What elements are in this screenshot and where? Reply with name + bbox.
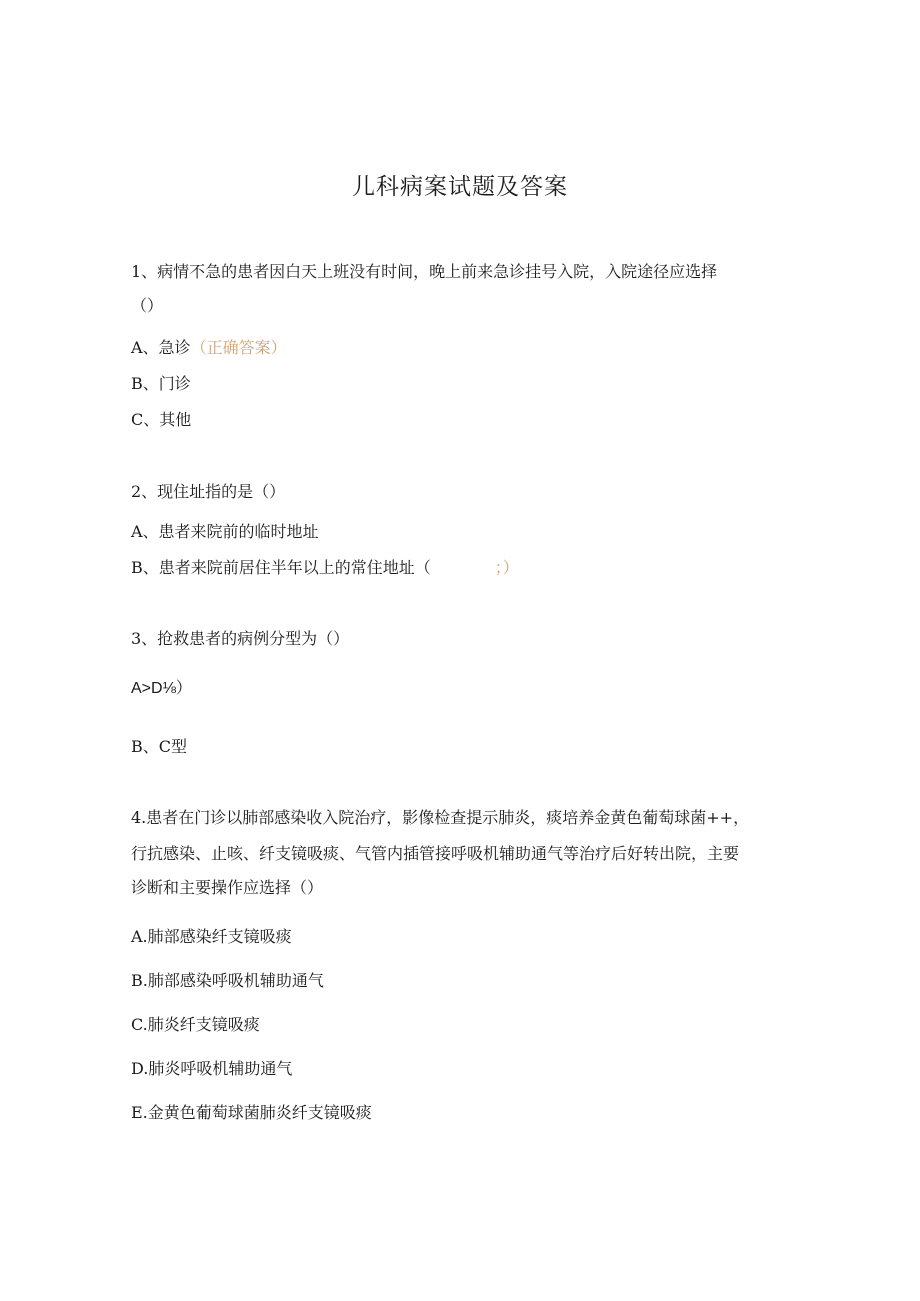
question-3-option-a: A>D⅛） [131,680,192,697]
question-1-option-b: B、门诊 [131,374,191,393]
question-4-stem-line-3: 诊断和主要操作应选择（） [131,878,324,897]
question-1-stem-line-1: 1、病情不急的患者因白天上班没有时间，晚上前来急诊挂号入院，入院途径应选择 [131,262,718,281]
question-3-stem: 3、抢救患者的病例分型为（） [131,629,350,648]
correct-answer-tag: （正确答案） [190,338,287,357]
question-1-stem-line-2: （） [131,296,164,315]
question-2-option-a: A、患者来院前的临时地址 [131,522,319,541]
question-4-option-c: C.肺炎纤支镜吸痰 [131,1015,260,1034]
question-2-stem: 2、现住址指的是（） [131,482,286,501]
question-1-option-a-text: A、急诊 [131,338,191,357]
question-2-answer-tag: ；） [494,558,519,577]
question-4-option-b: B.肺部感染呼吸机辅助通气 [131,971,324,990]
question-4-option-e: E.金黄色葡萄球菌肺炎纤支镜吸痰 [131,1103,372,1122]
question-2-option-b-text: B、患者来院前居住半年以上的常住地址（ [131,558,431,577]
page-title: 儿科病案试题及答案 [352,174,568,200]
question-4-stem-line-1: 4.患者在门诊以肺部感染收入院治疗，影像检查提示肺炎，痰培养金黄色葡萄球菌++， [131,808,750,827]
question-4-option-a: A.肺部感染纤支镜吸痰 [131,927,292,946]
question-1-option-c: C、其他 [131,410,192,429]
question-2-option-b [131,558,519,578]
question-4-stem-line-2: 行抗感染、止咳、纤支镜吸痰、气管内插管接呼吸机辅助通气等治疗后好转出院，主要 [131,844,740,863]
question-3-option-b: B、C型 [131,737,188,756]
question-4-option-d: D.肺炎呼吸机辅助通气 [131,1059,293,1078]
question-1-option-a [131,338,287,358]
